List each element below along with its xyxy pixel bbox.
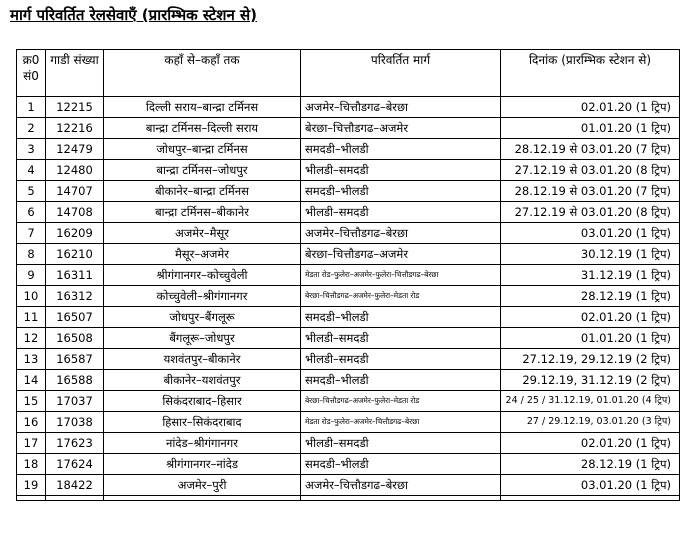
- row-diverted-route: भीलडी–समदडी: [301, 433, 501, 454]
- row-route: जोधपुर–बान्द्रा टर्मिनस: [104, 139, 301, 160]
- row-serial-number: 9: [17, 265, 46, 286]
- row-train-number: 17038: [46, 412, 104, 433]
- table-row: [17, 370, 680, 391]
- row-date: 27.12.19, 29.12.19 (2 ट्रिप): [501, 349, 680, 370]
- table-row: [17, 181, 680, 202]
- diverted-trains-table: [16, 49, 680, 501]
- cutoff-cell: [104, 496, 301, 501]
- row-date: 28.12.19 से 03.01.20 (7 ट्रिप): [501, 181, 680, 202]
- row-date: 28.12.19 से 03.01.20 (7 ट्रिप): [501, 139, 680, 160]
- row-diverted-route: भीलडी–समदडी: [301, 328, 501, 349]
- row-diverted-route: भीलडी–समदडी: [301, 349, 501, 370]
- header-serial-number: क्र0 सं0: [17, 50, 46, 97]
- row-date: 03.01.20 (1 ट्रिप): [501, 223, 680, 244]
- table-row: [17, 139, 680, 160]
- table-row: [17, 286, 680, 307]
- row-date: 29.12.19, 31.12.19 (2 ट्रिप): [501, 370, 680, 391]
- row-diverted-route: अजमेर–चित्तौडगढ–बेरछा: [301, 97, 501, 118]
- row-serial-number: 18: [17, 454, 46, 475]
- row-serial-number: 17: [17, 433, 46, 454]
- cutoff-cell: [17, 496, 46, 501]
- row-date: 24 / 25 / 31.12.19, 01.01.20 (4 ट्रिप): [501, 391, 680, 412]
- row-route: बान्द्रा टर्मिनस–दिल्ली सराय: [104, 118, 301, 139]
- row-route: बैंगलूरू–जोधपुर: [104, 328, 301, 349]
- row-date: 03.01.20 (1 ट्रिप): [501, 475, 680, 496]
- row-route: नांदेड–श्रीगंगानगर: [104, 433, 301, 454]
- row-route: कोच्चुवेली–श्रीगंगानगर: [104, 286, 301, 307]
- row-serial-number: 1: [17, 97, 46, 118]
- table-row: [17, 454, 680, 475]
- row-serial-number: 7: [17, 223, 46, 244]
- table-row: [17, 223, 680, 244]
- row-train-number: 17037: [46, 391, 104, 412]
- table-row: [17, 244, 680, 265]
- row-diverted-route: समदडी–भीलडी: [301, 181, 501, 202]
- table-row: [17, 97, 680, 118]
- table-row: [17, 328, 680, 349]
- row-diverted-route: बेरछा–चित्तौडगढ–अजमेर: [301, 118, 501, 139]
- row-serial-number: 6: [17, 202, 46, 223]
- row-diverted-route: बेरछा–चित्तौडगढ–अजमेर–फुलेरा–मेडता रोड: [301, 286, 501, 307]
- row-date: 02.01.20 (1 ट्रिप): [501, 307, 680, 328]
- row-serial-number: 2: [17, 118, 46, 139]
- row-serial-number: 4: [17, 160, 46, 181]
- cutoff-cell: [301, 496, 501, 501]
- row-date: 01.01.20 (1 ट्रिप): [501, 118, 680, 139]
- row-route: अजमेर–पुरी: [104, 475, 301, 496]
- row-train-number: 17624: [46, 454, 104, 475]
- header-date: दिनांक (प्रारम्भिक स्टेशन से): [501, 50, 680, 97]
- row-route: मैसूर–अजमेर: [104, 244, 301, 265]
- row-serial-number: 5: [17, 181, 46, 202]
- row-train-number: 14707: [46, 181, 104, 202]
- row-date: 28.12.19 (1 ट्रिप): [501, 454, 680, 475]
- table-row: [17, 307, 680, 328]
- row-serial-number: 14: [17, 370, 46, 391]
- table-row: [17, 349, 680, 370]
- row-route: यशवंतपुर–बीकानेर: [104, 349, 301, 370]
- row-train-number: 14708: [46, 202, 104, 223]
- row-diverted-route: समदडी–भीलडी: [301, 307, 501, 328]
- cutoff-cell: [501, 496, 680, 501]
- table-body: [17, 97, 680, 501]
- row-date: 28.12.19 (1 ट्रिप): [501, 286, 680, 307]
- row-diverted-route: समदडी–भीलडी: [301, 370, 501, 391]
- row-route: श्रीगंगानगर–कोच्चुवेली: [104, 265, 301, 286]
- row-route: दिल्ली सराय–बान्द्रा टर्मिनस: [104, 97, 301, 118]
- row-train-number: 12215: [46, 97, 104, 118]
- row-diverted-route: मेडता रोड–फुलेरा–अजमेर–चित्तौडगढ–बेरछा: [301, 412, 501, 433]
- row-serial-number: 16: [17, 412, 46, 433]
- row-route: जोधपुर–बैंगलूरू: [104, 307, 301, 328]
- row-route: बान्द्रा टर्मिनस–जोधपुर: [104, 160, 301, 181]
- row-serial-number: 11: [17, 307, 46, 328]
- row-diverted-route: अजमेर–चित्तौडगढ–बेरछा: [301, 223, 501, 244]
- row-route: बीकानेर–यशवंतपुर: [104, 370, 301, 391]
- table-row: [17, 265, 680, 286]
- table-header-row: [17, 50, 680, 97]
- row-train-number: 16312: [46, 286, 104, 307]
- row-train-number: 12480: [46, 160, 104, 181]
- row-train-number: 16209: [46, 223, 104, 244]
- table-row: [17, 202, 680, 223]
- table-row: [17, 118, 680, 139]
- row-diverted-route: अजमेर–चित्तौडगढ–बेरछा: [301, 475, 501, 496]
- row-train-number: 12216: [46, 118, 104, 139]
- header-route: कहाँ से–कहाँ तक: [104, 50, 301, 97]
- row-date: 02.01.20 (1 ट्रिप): [501, 97, 680, 118]
- table-row: [17, 475, 680, 496]
- table-row: [17, 412, 680, 433]
- row-serial-number: 15: [17, 391, 46, 412]
- row-train-number: 16508: [46, 328, 104, 349]
- row-route: सिकंदराबाद–हिसार: [104, 391, 301, 412]
- cutoff-cell: [46, 496, 104, 501]
- row-diverted-route: भीलडी–समदडी: [301, 202, 501, 223]
- row-date: 27.12.19 से 03.01.20 (8 ट्रिप): [501, 160, 680, 181]
- table-row: [17, 160, 680, 181]
- table-row: [17, 433, 680, 454]
- table-row: [17, 391, 680, 412]
- row-serial-number: 3: [17, 139, 46, 160]
- row-train-number: 12479: [46, 139, 104, 160]
- header-diverted-route: परिवर्तित मार्ग: [301, 50, 501, 97]
- row-train-number: 18422: [46, 475, 104, 496]
- row-diverted-route: बेरछा–चित्तौडगढ–अजमेर: [301, 244, 501, 265]
- row-date: 27 / 29.12.19, 03.01.20 (3 ट्रिप): [501, 412, 680, 433]
- row-date: 30.12.19 (1 ट्रिप): [501, 244, 680, 265]
- row-diverted-route: बेरछा–चित्तौडगढ–अजमेर–फुलेरा–मेडता रोड: [301, 391, 501, 412]
- row-route: हिसार–सिकंदराबाद: [104, 412, 301, 433]
- row-serial-number: 10: [17, 286, 46, 307]
- row-diverted-route: मेडता रोड–फुलेरा–अजमेर–फुलेरा–चित्तौडगढ–बेरछा: [301, 265, 501, 286]
- row-train-number: 16210: [46, 244, 104, 265]
- row-diverted-route: समदडी–भीलडी: [301, 454, 501, 475]
- row-date: 01.01.20 (1 ट्रिप): [501, 328, 680, 349]
- row-serial-number: 19: [17, 475, 46, 496]
- row-train-number: 17623: [46, 433, 104, 454]
- row-train-number: 16588: [46, 370, 104, 391]
- page-title: मार्ग परिवर्तित रेलसेवाएँ (प्रारम्भिक स्टेशन से): [10, 6, 258, 24]
- row-route: अजमेर–मैसूर: [104, 223, 301, 244]
- row-serial-number: 13: [17, 349, 46, 370]
- header-train-number: गाडी संख्या: [46, 50, 104, 97]
- row-route: बीकानेर–बान्द्रा टर्मिनस: [104, 181, 301, 202]
- row-train-number: 16311: [46, 265, 104, 286]
- row-train-number: 16507: [46, 307, 104, 328]
- row-date: 02.01.20 (1 ट्रिप): [501, 433, 680, 454]
- row-serial-number: 12: [17, 328, 46, 349]
- row-diverted-route: समदडी–भीलडी: [301, 139, 501, 160]
- row-date: 31.12.19 (1 ट्रिप): [501, 265, 680, 286]
- table-row-cutoff: [17, 496, 680, 501]
- row-route: बान्द्रा टर्मिनस–बीकानेर: [104, 202, 301, 223]
- row-date: 27.12.19 से 03.01.20 (8 ट्रिप): [501, 202, 680, 223]
- row-train-number: 16587: [46, 349, 104, 370]
- row-diverted-route: भीलडी–समदडी: [301, 160, 501, 181]
- row-route: श्रीगंगानगर–नांदेड: [104, 454, 301, 475]
- row-serial-number: 8: [17, 244, 46, 265]
